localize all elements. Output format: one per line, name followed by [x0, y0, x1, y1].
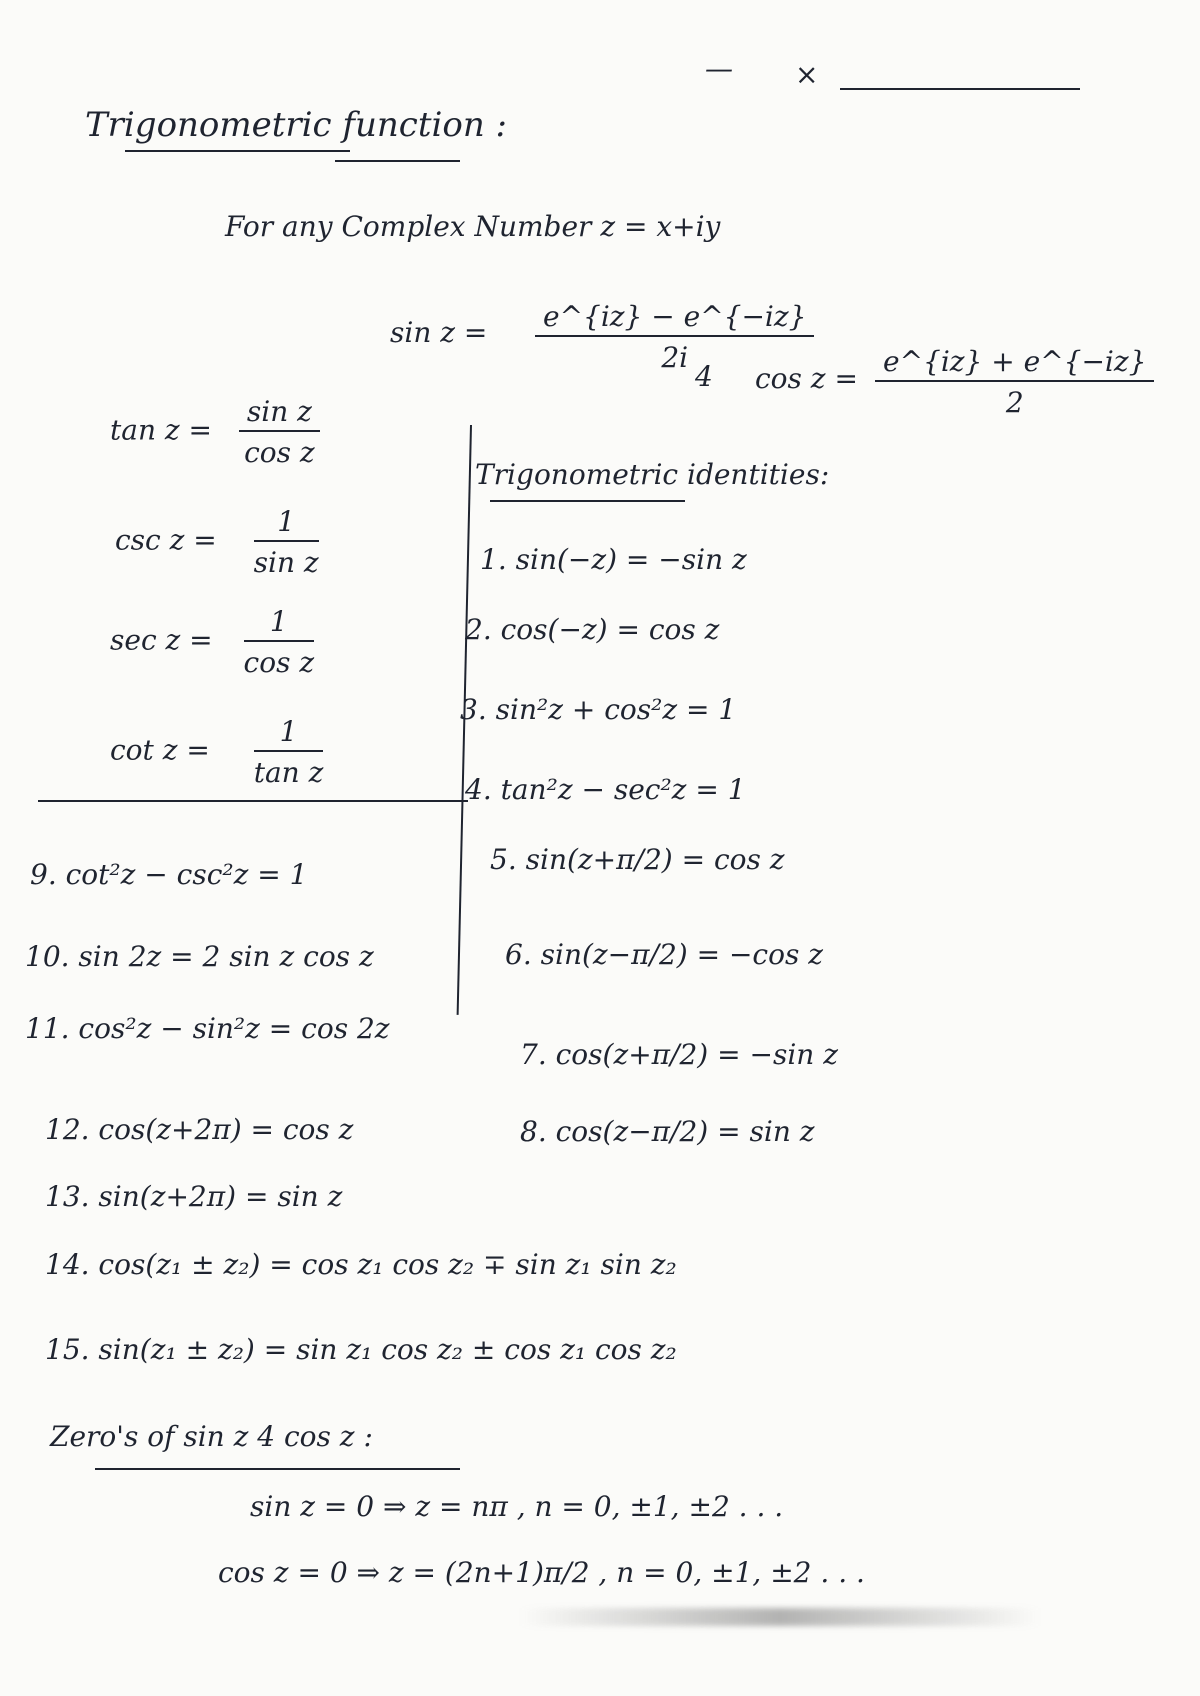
tan-lhs: tan z = [110, 413, 212, 447]
identity-6: 6. sin(z−π/2) = −cos z [505, 938, 823, 971]
identity-12: 12. cos(z+2π) = cos z [45, 1113, 354, 1146]
identity-7: 7. cos(z+π/2) = −sin z [520, 1038, 838, 1071]
identities-title: Trigonometric identities: [475, 458, 830, 491]
zeros-underline [95, 1468, 460, 1470]
zero-cos: cos z = 0 ⇒ z = (2n+1)π/2 , n = 0, ±1, ±2 . . . [218, 1556, 865, 1589]
and-symbol: 4 [695, 360, 713, 393]
identity-3: 3. sin²z + cos²z = 1 [460, 693, 737, 726]
identity-10: 10. sin 2z = 2 sin z cos z [25, 940, 374, 973]
title-underline-1 [125, 150, 350, 152]
zeros-title: Zero's of sin z 4 cos z : [50, 1420, 373, 1453]
identity-8: 8. cos(z−π/2) = sin z [520, 1115, 815, 1148]
intro-line: For any Complex Number z = x+iy [225, 210, 721, 243]
cos-denominator: 2 [1005, 386, 1024, 419]
header-dash: — [705, 52, 733, 85]
csc-lhs: csc z = [115, 523, 217, 557]
cot-numerator: 1 [254, 715, 324, 752]
header-cross: × [795, 58, 819, 91]
cot-denominator: tan z [253, 756, 324, 789]
identity-9: 9. cot²z − csc²z = 1 [30, 858, 308, 891]
tan-denominator: cos z [244, 436, 315, 469]
identity-4: 4. tan²z − sec²z = 1 [465, 773, 746, 806]
header-line [840, 88, 1080, 90]
horizontal-divider [38, 800, 468, 802]
sec-numerator: 1 [244, 605, 315, 642]
sin-denominator: 2i [661, 341, 689, 374]
identity-1: 1. sin(−z) = −sin z [480, 543, 747, 576]
identities-underline [490, 500, 685, 502]
tan-numerator: sin z [239, 395, 320, 432]
page-shadow [520, 1608, 1040, 1626]
sin-numerator: e^{iz} − e^{−iz} [535, 300, 814, 337]
identity-13: 13. sin(z+2π) = sin z [45, 1180, 343, 1213]
sec-definition [110, 605, 314, 679]
sec-lhs: sec z = [110, 623, 213, 657]
sec-denominator: cos z [243, 646, 315, 679]
cot-definition [110, 715, 323, 789]
title-underline-2 [335, 160, 460, 162]
cos-definition [875, 345, 1154, 419]
cot-lhs: cot z = [110, 733, 210, 767]
tan-definition [110, 395, 320, 469]
cos-numerator: e^{iz} + e^{−iz} [875, 345, 1154, 382]
sin-lhs: sin z = [390, 316, 488, 349]
csc-denominator: sin z [253, 546, 319, 579]
cos-lhs: cos z = [755, 362, 858, 395]
csc-numerator: 1 [254, 505, 319, 542]
identity-15: 15. sin(z₁ ± z₂) = sin z₁ cos z₂ ± cos z₁ cos z₂ [45, 1333, 677, 1366]
identity-2: 2. cos(−z) = cos z [465, 613, 720, 646]
page-title: Trigonometric function : [85, 105, 507, 145]
zero-sin: sin z = 0 ⇒ z = nπ , n = 0, ±1, ±2 . . . [250, 1490, 784, 1523]
identity-11: 11. cos²z − sin²z = cos 2z [25, 1012, 390, 1045]
csc-definition [115, 505, 319, 579]
identity-5: 5. sin(z+π/2) = cos z [490, 843, 785, 876]
identity-14: 14. cos(z₁ ± z₂) = cos z₁ cos z₂ ∓ sin z₁ sin z₂ [45, 1248, 677, 1281]
